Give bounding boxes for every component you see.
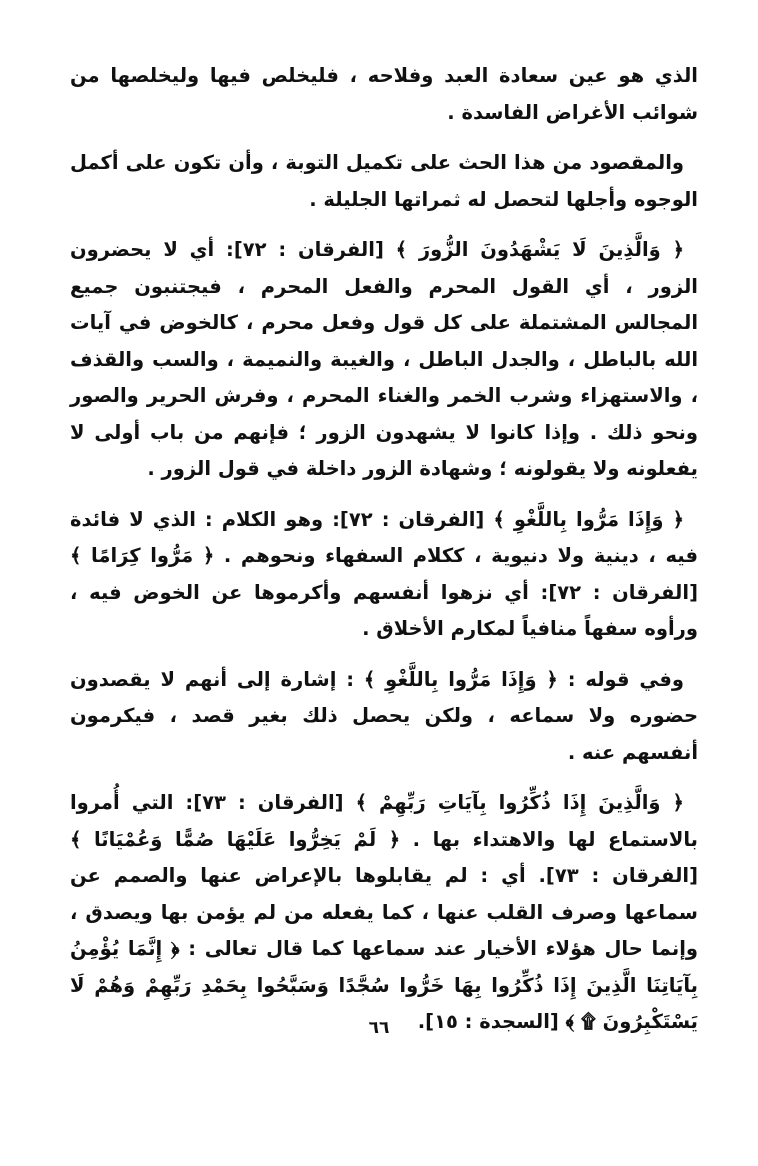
paragraph-2: والمقصود من هذا الحث على تكميل التوبة ، وأن تكون على أكمل الوجوه وأجلها لتحصل له ثمراتها الجليلة . (70, 151, 698, 211)
page-body (70, 58, 698, 1055)
paragraph-6: ﴿ وَالَّذِينَ إِذَا ذُكِّرُوا بِآيَاتِ رَبِّهِمْ ﴾ [الفرقان : ٧٣]: التي أُمروا بالاستماع لها والاهتداء بها . ﴿ لَمْ يَخِرُّوا عَلَيْهَا صُمًّا وَعُمْيَانًا ﴾ [الفرقان : ٧٣]. أي : لم يقابلوها بالإعراض عنها والصمم عن سماعها وصرف القلب عنها ، كما يفعله من لم يؤمن بها ويصدق ، وإنما حال هؤلاء الأخيار عند سماعها كما قال تعالى : ﴿ إِنَّمَا يُؤْمِنُ بِآيَاتِنَا الَّذِينَ إِذَا ذُكِّرُوا بِهَا خَرُّوا سُجَّدًا وَسَبَّحُوا بِحَمْدِ رَبِّهِمْ وَهُمْ لَا يَسْتَكْبِرُونَ ۩ ﴾ [السجدة : ١٥]. (70, 791, 698, 1033)
page-number: ٦٦ (368, 1018, 390, 1038)
paragraph-5: وفي قوله : ﴿ وَإِذَا مَرُّوا بِاللَّغْوِ ﴾ : إشارة إلى أنهم لا يقصدون حضوره ولا سماعه ، ولكن يحصل ذلك بغير قصد ، فيكرمون أنفسهم عنه . (70, 667, 698, 764)
paragraph-1: الذي هو عين سعادة العبد وفلاحه ، فليخلص فيها وليخلصها من شوائب الأغراض الفاسدة . (70, 64, 698, 124)
paragraph-3: ﴿ وَالَّذِينَ لَا يَشْهَدُونَ الزُّورَ ﴾ [الفرقان : ٧٢]: أي لا يحضرون الزور ، أي القول المحرم والفعل المحرم ، فيجتنبون جميع المجالس المشتملة على كل قول وفعل محرم ، كالخوض في آيات الله بالباطل ، والجدل الباطل ، والغيبة والنميمة ، والسب والقذف ، والاستهزاء وشرب الخمر والغناء المحرم ، وفرش الحرير والصور ونحو ذلك . وإذا كانوا لا يشهدون الزور ؛ فإنهم من باب أولى لا يفعلونه ولا يقولونه ؛ وشهادة الزور داخلة في قول الزور . (70, 238, 698, 480)
paragraph-4: ﴿ وَإِذَا مَرُّوا بِاللَّغْوِ ﴾ [الفرقان : ٧٢]: وهو الكلام : الذي لا فائدة فيه ، دينية ولا دنيوية ، ككلام السفهاء ونحوهم . ﴿ مَرُّوا كِرَامًا ﴾ [الفرقان : ٧٢]: أي نزهوا أنفسهم وأكرموها عن الخوض فيه ، ورأوه سفهاً منافياً لمكارم الأخلاق . (70, 507, 698, 640)
